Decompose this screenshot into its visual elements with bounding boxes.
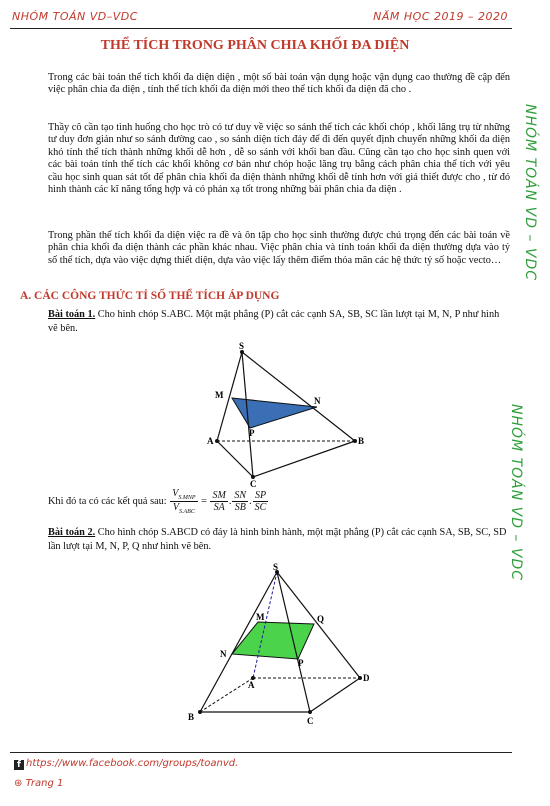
fig2-label-n: N — [220, 649, 227, 659]
fig1-label-a: A — [207, 436, 214, 446]
problem-2-text: Cho hình chóp S.ABCD có đáy là hình bình hành, một mặt phẳng (P) cắt các cạnh SA, SB, SC, SD lần lượt tại M, N, P, Q như hình vẽ bên. — [48, 527, 507, 552]
formula-lhs — [170, 488, 197, 515]
fig1-label-c: C — [250, 479, 257, 488]
footer-page-number — [14, 778, 63, 789]
fig1-label-b: B — [358, 436, 365, 446]
formula-sp: SP — [253, 490, 269, 502]
figure-tetrahedron — [195, 340, 375, 488]
side-watermark-1: NHÓM TOÁN VD – VDC — [522, 104, 538, 282]
formula-lhs-num-sub: S.MNP — [178, 495, 196, 501]
facebook-icon: f — [14, 760, 24, 770]
footer-divider — [10, 752, 512, 753]
footer-link-text: https://www.facebook.com/groups/toanvd. — [26, 758, 239, 769]
formula-lhs-den-sub: S.ABC — [179, 509, 195, 515]
fig1-label-m: M — [215, 390, 224, 400]
volume-ratio-formula — [48, 488, 269, 515]
header-divider — [10, 28, 512, 29]
formula-dot-2: . — [249, 495, 252, 507]
page-icon: ⊛ — [14, 778, 23, 789]
page-number-text: Trang 1 — [25, 778, 64, 789]
problem-1-label: Bài toán 1. — [48, 309, 96, 320]
side-watermark-2: NHÓM TOÁN VD – VDC — [508, 404, 524, 582]
intro-paragraph-3: Trong phần thể tích khối đa diện việc ra đề và ôn tập cho học sinh thường được chú trọng đến các bài toán về phân chia khối đa diện thành các phần khác nhau. Việc phân chia và tính toán khối đa diện thường dựa vào tỷ số thể tích, dựa vào việc dựng thiết diện, dựa vào việc lấy thêm điểm thỏa mãn các hệ thức tỷ số hoặc vecto… — [48, 230, 510, 266]
figure-pyramid — [180, 562, 380, 734]
header-school-year: NĂM HỌC 2019 – 2020 — [373, 10, 508, 23]
formula-sb: SB — [234, 502, 246, 513]
fig2-label-m: M — [256, 612, 265, 622]
formula-lhs-num: V — [172, 488, 179, 499]
fig2-label-b: B — [188, 712, 195, 722]
problem-2 — [48, 526, 510, 554]
fig2-label-c: C — [307, 716, 314, 726]
problem-1-text: Cho hình chóp S.ABC. Một mặt phẳng (P) cắt các cạnh SA, SB, SC lần lượt tại M, N, P như hình vẽ bên. — [48, 309, 500, 334]
formula-ratio-sp-sc — [253, 490, 269, 513]
formula-ratio-sm-sa — [210, 490, 227, 513]
fig1-label-p: P — [249, 428, 255, 438]
fig2-label-d: D — [363, 673, 370, 683]
section-a-heading: A. CÁC CÔNG THỨC TỈ SỐ THỂ TÍCH ÁP DỤNG — [20, 290, 280, 302]
problem-2-label: Bài toán 2. — [48, 527, 96, 538]
fig2-label-q: Q — [317, 614, 325, 624]
fig2-label-s: S — [273, 562, 279, 572]
fig1-label-s: S — [239, 341, 245, 351]
header-group-name: NHÓM TOÁN VD–VDC — [12, 10, 138, 23]
section-quad-mnpq — [232, 622, 314, 659]
formula-ratio-sn-sb — [232, 490, 248, 513]
formula-lhs-den: V — [172, 502, 179, 513]
intro-paragraph-2: Thầy cô cần tạo tình huống cho học trò có tư duy về việc so sánh thể tích các khối chóp , khối lăng trụ từ những tư duy đơn giản như so sánh đường cao , so sánh diện tích đáy để đi đến quyết định chuyển những khối đa diện khó tính thể tích thành những khối dễ hơn , dễ so sánh với khối ban đầu. Cũng cần tạo cho học sinh quen với các bài toán tính thể tích các khối không cơ bản như chóp hoặc lăng trụ bằng cách phân chia thể tích với yêu cầu học sinh quan sát tốt để phân chia khối đa diện thành những khối dễ tính hơn với giả thiết được cho , từ đó hình thành các kĩ năng tổng hợp và có phản xạ tốt trong những bài phân chia đa diện . — [48, 122, 510, 196]
section-triangle-mnp — [232, 398, 317, 428]
formula-sn: SN — [234, 490, 247, 501]
formula-equals: = — [201, 495, 207, 507]
fig1-label-n: N — [314, 396, 321, 406]
intro-paragraph-1: Trong các bài toán thể tích khối đa diện diện , một số bài toán vận dụng hoặc vận dụng cao thường đề cập đến việc phân chia đa diện , tính thể tích khối đa diện mới theo thể tích khối đa diện đã cho . — [48, 72, 510, 96]
formula-intro: Khi đó ta có các kết quả sau: — [48, 495, 167, 507]
formula-sa: SA — [213, 502, 225, 513]
problem-1 — [48, 308, 510, 336]
formula-dot-1: . — [228, 495, 232, 507]
footer-facebook-link[interactable] — [14, 758, 238, 770]
fig2-label-p: P — [298, 658, 304, 668]
formula-sm: SM — [212, 490, 226, 501]
formula-sc: SC — [254, 502, 267, 513]
page-title: THỂ TÍCH TRONG PHÂN CHIA KHỐI ĐA DIỆN — [100, 38, 410, 53]
fig2-label-a: A — [248, 680, 255, 690]
